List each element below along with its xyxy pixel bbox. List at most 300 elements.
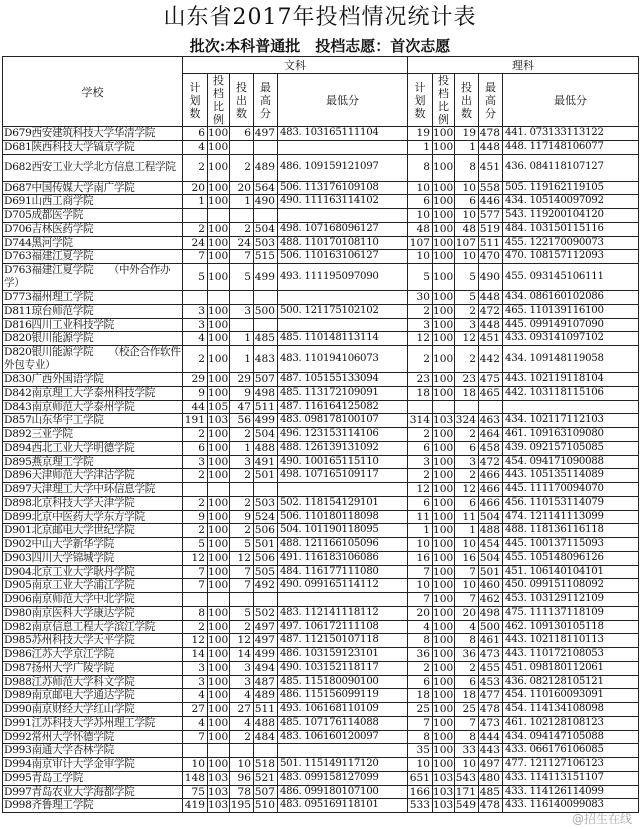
wenke-out-cell: 12 xyxy=(230,634,254,648)
table-row xyxy=(3,634,639,648)
wenke-out-cell: 7 xyxy=(230,250,254,264)
like-out-cell: 11 xyxy=(455,510,479,524)
like-plan-cell: 2 xyxy=(408,346,433,373)
like-out-cell: 5 xyxy=(455,264,479,291)
like-out-cell: 7 xyxy=(455,565,479,579)
wenke-ratio-header: 投档比例 xyxy=(208,74,230,127)
like-min-cell: 455. 105148096126 xyxy=(503,551,639,565)
wenke-ratio-cell: 100 xyxy=(208,758,229,770)
wenke-min-cell: 483. 110194106073 xyxy=(278,346,408,373)
wenke-ratio-cell: 100 xyxy=(208,181,229,194)
like-min-cell: 445. 111170094070 xyxy=(503,483,639,497)
like-max-cell: 444 xyxy=(479,730,503,744)
like-plan-cell: 5 xyxy=(408,264,433,291)
school-name-cell: D811琼台师范学院 xyxy=(3,304,183,318)
wenke-min-cell: 498. 107168096127 xyxy=(278,222,408,236)
like-ratio-cell: 100 xyxy=(433,510,454,523)
school-name-cell: D857山东华宇工学院 xyxy=(3,414,183,428)
like-out-cell: 10 xyxy=(455,758,479,772)
wenke-max-cell: 506 xyxy=(254,551,278,565)
table-row xyxy=(3,593,639,607)
wenke-max-cell: 491 xyxy=(254,455,278,469)
like-plan-cell: 166 xyxy=(408,785,433,799)
school-name-cell: D763福建江夏学院 xyxy=(3,250,183,264)
wenke-plan-cell xyxy=(183,744,208,758)
like-out-cell: 10 xyxy=(455,209,479,223)
wenke-out-cell: 2 xyxy=(230,730,254,744)
school-name-cell: D990南京财经大学红山学院 xyxy=(3,703,183,717)
school-name-cell: D898北京科技大学天津学院 xyxy=(3,496,183,510)
wenke-ratio-cell: 100 xyxy=(208,373,229,385)
like-plan-cell: 18 xyxy=(408,386,433,400)
wenke-max-cell: 489 xyxy=(254,154,278,181)
table-row xyxy=(3,703,639,717)
like-min-cell: 443. 105135114089 xyxy=(503,469,639,483)
like-ratio-cell: 100 xyxy=(433,386,454,399)
wenke-ratio-cell: 100 xyxy=(208,304,229,317)
like-plan-cell: 16 xyxy=(408,551,433,565)
like-ratio-cell: 100 xyxy=(433,606,454,619)
wenke-max-cell: 499 xyxy=(254,264,278,291)
like-out-cell: 8 xyxy=(455,730,479,744)
wenke-max-cell: 501 xyxy=(254,469,278,483)
like-out-cell: 2 xyxy=(455,304,479,318)
table-row xyxy=(3,606,639,620)
wenke-plan-cell: 9 xyxy=(183,510,208,524)
wenke-out-cell: 12 xyxy=(230,551,254,565)
wenke-max-cell: 507 xyxy=(254,373,278,387)
wenke-min-cell: 483. 099158127099 xyxy=(278,771,408,785)
like-plan-cell: 8 xyxy=(408,634,433,648)
wenke-max-cell xyxy=(254,744,278,758)
like-plan-cell: 12 xyxy=(408,332,433,346)
wenke-max-cell xyxy=(254,483,278,497)
like-max-cell: 475 xyxy=(479,373,503,387)
like-ratio-cell: 100 xyxy=(433,222,454,235)
wenke-min-cell: 487. 116164125082 xyxy=(278,400,408,414)
like-max-cell: 490 xyxy=(479,264,503,291)
wenke-min-cell: 487. 105155133094 xyxy=(278,373,408,387)
wenke-ratio-cell: 100 xyxy=(208,716,229,729)
wenke-out-cell: 7 xyxy=(230,579,254,593)
like-min-cell: 477. 121127106123 xyxy=(503,758,639,772)
school-name-cell: D985苏州科技大学天平学院 xyxy=(3,634,183,648)
wenke-min-cell: 485. 113172109091 xyxy=(278,386,408,400)
wenke-plan-cell: 12 xyxy=(183,634,208,648)
wenke-plan-cell: 7 xyxy=(183,730,208,744)
wenke-ratio-cell: 100 xyxy=(208,127,229,139)
wenke-max-cell: 505 xyxy=(254,565,278,579)
wenke-out-cell: 4 xyxy=(230,716,254,730)
like-ratio-cell: 100 xyxy=(433,455,454,468)
like-min-cell xyxy=(503,400,639,414)
school-name-cell: D763福建江夏学院 （中外合作办学） xyxy=(3,264,183,291)
wenke-ratio-cell: 100 xyxy=(208,634,229,647)
wenke-out-cell: 6 xyxy=(230,127,254,141)
school-name-cell: D901北京邮电大学世纪学院 xyxy=(3,524,183,538)
wenke-out-cell xyxy=(230,209,254,223)
wenke-max-cell: 510 xyxy=(254,799,278,813)
wenke-ratio-cell xyxy=(208,209,230,223)
wenke-max-cell: 497 xyxy=(254,634,278,648)
like-out-cell: 19 xyxy=(455,127,479,141)
like-out-cell: 1 xyxy=(455,524,479,538)
like-min-cell: 434. 094147105088 xyxy=(503,730,639,744)
table-row xyxy=(3,551,639,565)
like-out-cell: 10 xyxy=(455,579,479,593)
table-row xyxy=(3,758,639,772)
like-out-cell: 2 xyxy=(455,346,479,373)
school-name-cell: D899北京中医药大学东方学院 xyxy=(3,510,183,524)
wenke-ratio-cell: 100 xyxy=(208,538,229,550)
like-out-cell: 7 xyxy=(455,593,479,607)
like-max-cell: 488 xyxy=(479,524,503,538)
wenke-plan-cell: 75 xyxy=(183,785,208,799)
like-min-cell: 505. 119162119105 xyxy=(503,181,639,195)
like-ratio-cell: 100 xyxy=(433,373,454,385)
like-ratio-cell: 100 xyxy=(433,127,454,139)
like-plan-cell: 7 xyxy=(408,565,433,579)
wenke-min-cell: 493. 106168110109 xyxy=(278,703,408,717)
like-max-cell: 460 xyxy=(479,579,503,593)
school-name-cell: D843南京师范大学泰州学院 xyxy=(3,400,183,414)
table-row xyxy=(3,332,639,346)
like-max-cell: 464 xyxy=(479,428,503,442)
like-out-cell: 48 xyxy=(455,222,479,236)
wenke-max-cell: 499 xyxy=(254,414,278,428)
like-min-cell: 434. 102117112103 xyxy=(503,414,639,428)
like-plan-cell: 36 xyxy=(408,648,433,662)
wenke-out-cell: 9 xyxy=(230,510,254,524)
like-ratio-cell xyxy=(433,400,455,414)
table-row xyxy=(3,414,639,428)
like-out-cell: 107 xyxy=(455,236,479,250)
wenke-ratio-cell xyxy=(208,744,230,758)
like-max-cell: 454 xyxy=(479,538,503,552)
like-max-cell: 577 xyxy=(479,209,503,223)
like-ratio-cell: 100 xyxy=(433,565,454,578)
wenke-max-cell xyxy=(254,318,278,332)
wenke-min-cell: 497. 106172111108 xyxy=(278,620,408,634)
wenke-plan-cell: 7 xyxy=(183,565,208,579)
wenke-max-cell: 504 xyxy=(254,428,278,442)
like-min-cell: 474. 121141113099 xyxy=(503,510,639,524)
like-min-cell: 488. 118136116118 xyxy=(503,524,639,538)
like-plan-cell: 107 xyxy=(408,236,433,250)
wenke-min-cell: 493. 111195097090 xyxy=(278,264,408,291)
table-row xyxy=(3,524,639,538)
like-plan-cell: 6 xyxy=(408,441,433,455)
like-plan-cell: 10 xyxy=(408,250,433,264)
wenke-out-cell: 1 xyxy=(230,441,254,455)
like-plan-cell: 35 xyxy=(408,744,433,758)
like-min-cell: 434. 109148119058 xyxy=(503,346,639,373)
like-out-cell: 12 xyxy=(455,483,479,497)
wenke-min-cell: 506. 110180118098 xyxy=(278,510,408,524)
like-out-cell: 10 xyxy=(455,181,479,195)
like-out-cell: 543 xyxy=(455,771,479,785)
like-ratio-cell: 100 xyxy=(433,291,454,303)
wenke-max-cell: 501 xyxy=(254,538,278,552)
wenke-ratio-cell: 100 xyxy=(208,455,229,468)
like-out-cell: 6 xyxy=(455,441,479,455)
like-plan-cell: 3 xyxy=(408,318,433,332)
like-out-cell: 10 xyxy=(455,538,479,552)
wenke-out-cell: 195 xyxy=(230,799,254,813)
school-name-cell: D991江苏科技大学苏州理工学院 xyxy=(3,716,183,730)
wenke-plan-cell: 44 xyxy=(183,400,208,414)
like-min-cell: 443. 102119118104 xyxy=(503,373,639,387)
school-name-cell: D744黑河学院 xyxy=(3,236,183,250)
wenke-min-cell: 486. 103159123101 xyxy=(278,648,408,662)
like-min-cell: 436. 082128105121 xyxy=(503,675,639,689)
like-out-cell: 12 xyxy=(455,332,479,346)
wenke-ratio-cell: 100 xyxy=(208,620,229,633)
like-max-cell: 473 xyxy=(479,648,503,662)
like-min-cell: 433. 093141097102 xyxy=(503,332,639,346)
wenke-out-cell: 1 xyxy=(230,195,254,209)
wenke-max-cell: 499 xyxy=(254,648,278,662)
wenke-min-cell: 504. 101190118095 xyxy=(278,524,408,538)
table-row xyxy=(3,386,639,400)
like-ratio-cell: 100 xyxy=(433,318,454,331)
wenke-max-cell: 503 xyxy=(254,236,278,250)
wenke-max-cell: 524 xyxy=(254,510,278,524)
school-name-cell: D897天津理工大学中环信息学院 xyxy=(3,483,183,497)
like-max-cell: 480 xyxy=(479,771,503,785)
table-row xyxy=(3,140,639,154)
table-row xyxy=(3,675,639,689)
like-ratio-cell: 100 xyxy=(433,469,454,482)
like-max-cell: 448 xyxy=(479,291,503,305)
like-out-cell: 18 xyxy=(455,386,479,400)
school-name-cell: D681陕西科技大学镐京学院 xyxy=(3,140,183,154)
wenke-plan-cell: 4 xyxy=(183,140,208,154)
wenke-ratio-cell: 100 xyxy=(208,579,229,592)
wenke-plan-cell: 3 xyxy=(183,318,208,332)
like-ratio-cell: 103 xyxy=(433,785,454,798)
like-min-cell: 433. 114126114099 xyxy=(503,785,639,799)
like-max-cell: 478 xyxy=(479,703,503,717)
wenke-ratio-cell: 100 xyxy=(208,386,229,399)
wenke-out-cell: 4 xyxy=(230,689,254,703)
wenke-min-cell: 488. 126139131092 xyxy=(278,441,408,455)
like-ratio-cell: 100 xyxy=(433,744,454,757)
wenke-ratio-cell: 100 xyxy=(208,140,229,153)
wenke-ratio-cell: 100 xyxy=(208,154,230,181)
wenke-plan-cell: 7 xyxy=(183,579,208,593)
wenke-max-cell: 511 xyxy=(254,400,278,414)
table-row xyxy=(3,538,639,552)
like-out-cell: 25 xyxy=(455,703,479,717)
like-out-cell: 20 xyxy=(455,606,479,620)
wenke-min-cell: 498. 107165109117 xyxy=(278,469,408,483)
wenke-plan-cell: 12 xyxy=(183,551,208,565)
wenke-out-cell: 7 xyxy=(230,565,254,579)
like-ratio-cell: 100 xyxy=(433,634,454,647)
like-ratio-cell: 100 xyxy=(433,264,455,291)
like-ratio-cell: 100 xyxy=(433,648,454,660)
school-name-cell: D894西北工业大学明德学院 xyxy=(3,441,183,455)
wenke-plan-cell: 2 xyxy=(183,428,208,442)
wenke-out-cell: 56 xyxy=(230,414,254,428)
school-name-cell: D904北京工业大学耿丹学院 xyxy=(3,565,183,579)
wenke-max-cell: 497 xyxy=(254,127,278,141)
wenke-ratio-cell: 100 xyxy=(208,551,229,564)
wenke-min-cell: 485. 107176114088 xyxy=(278,716,408,730)
school-name-cell: D986江苏大学京江学院 xyxy=(3,648,183,662)
like-plan-cell: 533 xyxy=(408,799,433,813)
wenke-ratio-cell: 100 xyxy=(208,648,229,660)
wenke-max-cell: 507 xyxy=(254,785,278,799)
wenke-max-cell: 504 xyxy=(254,222,278,236)
wenke-max-cell: 506 xyxy=(254,524,278,538)
wenke-max-cell: 483 xyxy=(254,346,278,373)
wenke-out-cell: 27 xyxy=(230,703,254,717)
like-plan-cell: 1 xyxy=(408,140,433,154)
wenke-ratio-cell: 100 xyxy=(208,236,229,249)
like-plan-cell: 2 xyxy=(408,304,433,318)
like-out-cell: 6 xyxy=(455,675,479,689)
wenke-plan-cell: 14 xyxy=(183,648,208,662)
like-ratio-cell: 100 xyxy=(433,551,454,564)
like-min-cell: 433. 116140099083 xyxy=(503,799,639,813)
like-ratio-cell: 100 xyxy=(433,195,454,208)
like-ratio-cell: 103 xyxy=(433,799,454,812)
like-ratio-cell: 100 xyxy=(433,620,454,633)
wenke-plan-cell: 1 xyxy=(183,195,208,209)
wenke-min-cell: 483. 103165111104 xyxy=(278,127,408,141)
wenke-min-cell: 486. 099180107100 xyxy=(278,785,408,799)
like-max-cell: 504 xyxy=(479,551,503,565)
table-row xyxy=(3,661,639,675)
like-ratio-cell: 100 xyxy=(433,250,454,263)
wenke-group-header: 文科 xyxy=(183,57,408,74)
wenke-max-cell: 498 xyxy=(254,386,278,400)
wenke-min-cell xyxy=(278,209,408,223)
wenke-min-cell: 490. 100165115110 xyxy=(278,455,408,469)
like-min-header: 最低分 xyxy=(503,74,639,127)
wenke-plan-cell: 2 xyxy=(183,524,208,538)
wenke-plan-cell xyxy=(183,209,208,223)
wenke-out-cell: 3 xyxy=(230,455,254,469)
like-ratio-cell: 100 xyxy=(433,579,454,592)
like-max-cell: 519 xyxy=(479,222,503,236)
wenke-out-cell: 2 xyxy=(230,222,254,236)
table-row xyxy=(3,579,639,593)
wenke-plan-cell: 20 xyxy=(183,181,208,195)
wenke-min-cell xyxy=(278,318,408,332)
wenke-min-cell: 483. 098178100107 xyxy=(278,414,408,428)
like-plan-cell: 6 xyxy=(408,675,433,689)
like-min-cell: 441. 073133113122 xyxy=(503,127,639,141)
like-max-cell: 465 xyxy=(479,386,503,400)
wenke-ratio-cell: 100 xyxy=(208,469,229,482)
school-name-cell: D982南京信息工程大学滨江学院 xyxy=(3,620,183,634)
like-max-cell xyxy=(479,400,503,414)
wenke-min-cell: 490. 099165114112 xyxy=(278,579,408,593)
wenke-plan-cell: 2 xyxy=(183,346,208,373)
wenke-out-cell: 14 xyxy=(230,648,254,662)
wenke-out-cell: 2 xyxy=(230,620,254,634)
table-row xyxy=(3,620,639,634)
school-name-cell: D820银川能源学院 xyxy=(3,332,183,346)
wenke-plan-cell: 4 xyxy=(183,689,208,703)
like-min-cell: 448. 117148106077 xyxy=(503,140,639,154)
wenke-out-cell: 10 xyxy=(230,758,254,772)
like-plan-cell: 10 xyxy=(408,579,433,593)
wenke-max-cell: 564 xyxy=(254,181,278,195)
wenke-plan-cell: 3 xyxy=(183,661,208,675)
like-min-cell: 461. 109163109080 xyxy=(503,428,639,442)
wenke-min-cell: 506. 113176109108 xyxy=(278,181,408,195)
like-max-cell: 466 xyxy=(479,469,503,483)
wenke-ratio-cell xyxy=(208,483,230,497)
admission-table xyxy=(2,56,639,813)
like-plan-cell: 10 xyxy=(408,209,433,223)
wenke-ratio-cell: 100 xyxy=(208,730,229,743)
wenke-out-cell xyxy=(230,318,254,332)
wenke-plan-cell: 7 xyxy=(183,250,208,264)
like-min-cell: 455. 093145106111 xyxy=(503,264,639,291)
wenke-ratio-cell: 100 xyxy=(208,195,229,208)
school-name-cell: D993南通大学杏林学院 xyxy=(3,744,183,758)
like-plan-cell: 4 xyxy=(408,620,433,634)
like-plan-cell: 19 xyxy=(408,127,433,141)
table-row xyxy=(3,209,639,223)
like-plan-cell: 18 xyxy=(408,689,433,703)
wenke-plan-cell: 24 xyxy=(183,236,208,250)
like-max-cell: 453 xyxy=(479,675,503,689)
wenke-min-cell: 483. 112141118112 xyxy=(278,606,408,620)
like-out-cell: 1 xyxy=(455,140,479,154)
like-max-cell: 504 xyxy=(479,510,503,524)
like-ratio-cell: 100 xyxy=(433,304,454,317)
school-name-cell: D706吉林医药学院 xyxy=(3,222,183,236)
like-out-cell: 10 xyxy=(455,250,479,264)
like-plan-cell: 48 xyxy=(408,222,433,236)
like-plan-cell: 7 xyxy=(408,593,433,607)
wenke-out-cell: 2 xyxy=(230,524,254,538)
wenke-max-cell xyxy=(254,593,278,607)
wenke-plan-cell: 419 xyxy=(183,799,208,813)
wenke-out-header: 投出数 xyxy=(230,74,254,127)
wenke-ratio-cell: 103 xyxy=(208,414,229,427)
table-row xyxy=(3,771,639,785)
wenke-ratio-cell xyxy=(208,593,230,607)
like-out-cell xyxy=(455,400,479,414)
wenke-min-cell xyxy=(278,483,408,497)
wenke-ratio-cell: 100 xyxy=(208,441,229,454)
wenke-out-cell xyxy=(230,593,254,607)
wenke-max-cell: 488 xyxy=(254,441,278,455)
table-header xyxy=(3,57,639,127)
wenke-min-cell: 506. 110163106127 xyxy=(278,250,408,264)
wenke-out-cell: 20 xyxy=(230,181,254,195)
wenke-max-cell: 488 xyxy=(254,716,278,730)
wenke-min-cell xyxy=(278,744,408,758)
like-ratio-cell: 100 xyxy=(433,441,454,454)
like-max-cell: 461 xyxy=(479,634,503,648)
like-max-cell: 473 xyxy=(479,716,503,730)
like-max-cell: 448 xyxy=(479,318,503,332)
wenke-max-cell: 489 xyxy=(254,689,278,703)
school-name-cell: D816四川工业科技学院 xyxy=(3,318,183,332)
wenke-plan-cell: 2 xyxy=(183,620,208,634)
school-name-cell: D987扬州大学广陵学院 xyxy=(3,661,183,675)
like-plan-cell: 10 xyxy=(408,758,433,772)
like-min-cell: 436. 084118107127 xyxy=(503,154,639,181)
